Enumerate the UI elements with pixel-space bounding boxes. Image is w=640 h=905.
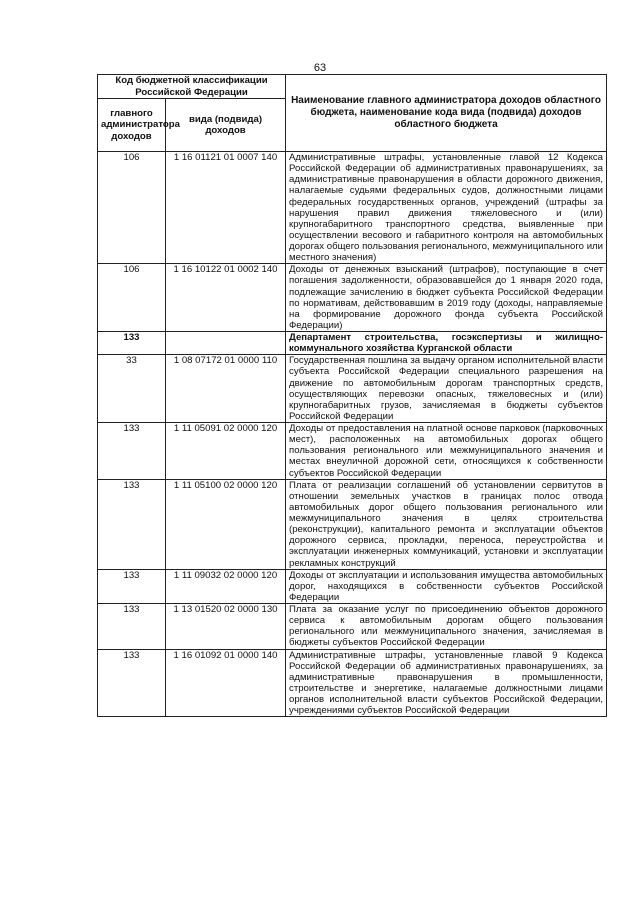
table-row <box>98 604 607 650</box>
kind-code-cell: 1 11 05100 02 0000 120 <box>166 479 286 569</box>
header-name-column: Наименование главного администратора доходов областного бюджета, наименование кода вида (подвида) доходов областного бюджета <box>286 75 607 152</box>
table-row <box>98 479 607 569</box>
table-body <box>98 152 607 717</box>
kind-code-cell: 1 11 09032 02 0000 120 <box>166 569 286 603</box>
description-cell: Департамент строительства, госэкспертизы и жилищно-коммунального хозяйства Курганской области <box>286 332 607 355</box>
table-row <box>98 152 607 264</box>
kind-code-cell: 1 16 10122 01 0002 140 <box>166 264 286 332</box>
kind-code-cell <box>166 332 286 355</box>
admin-code-cell: 133 <box>98 604 166 650</box>
table-row <box>98 649 607 717</box>
table-row <box>98 355 607 423</box>
admin-code-cell: 106 <box>98 264 166 332</box>
budget-classification-table <box>97 74 607 717</box>
admin-code-cell: 133 <box>98 423 166 480</box>
department-row <box>98 332 607 355</box>
header-budget-classification: Код бюджетной классификации Российской Федерации <box>98 75 286 99</box>
page-number: 63 <box>313 62 327 74</box>
description-cell: Государственная пошлина за выдачу органом исполнительной власти субъекта Российской Федерации специального разрешения на движение по автомобильным дорогам транспортных средств, осуществляющих перевозки опасных, тяжеловесных и (или) крупногабаритных грузов, зачисляемая в бюджеты субъектов Российской Федерации <box>286 355 607 423</box>
admin-code-cell: 133 <box>98 569 166 603</box>
table-row <box>98 264 607 332</box>
table-row <box>98 423 607 480</box>
description-cell: Доходы от предоставления на платной основе парковок (парковочных мест), расположенных на автомобильных дорогах общего пользования регионального или межмуниципального значения и местах внеуличной дорожной сети, относящихся к собственности субъектов Российской Федерации <box>286 423 607 480</box>
description-cell: Доходы от эксплуатации и использования имущества автомобильных дорог, находящихся в собственности субъектов Российской Федерации <box>286 569 607 603</box>
admin-code-cell: 33 <box>98 355 166 423</box>
kind-code-cell: 1 16 01092 01 0000 140 <box>166 649 286 717</box>
kind-code-cell: 1 13 01520 02 0000 130 <box>166 604 286 650</box>
description-cell: Плата за оказание услуг по присоединению объектов дорожного сервиса к автомобильным дорогам общего пользования регионального или межмуниципального значения, зачисляемая в бюджеты субъектов Российской Федерации <box>286 604 607 650</box>
description-cell: Плата от реализации соглашений об установлении сервитутов в отношении земельных участков в границах полос отвода автомобильных дорог общего пользования регионального или межмуниципального значения в целях строительства (реконструкции), капитального ремонта и эксплуатации объектов дорожного сервиса, прокладки, переноса, переустройства и эксплуатации инженерных коммуникаций, установки и эксплуатации рекламных конструкций <box>286 479 607 569</box>
header-kind-code: вида (подвида) доходов <box>166 99 286 152</box>
admin-code-cell: 133 <box>98 649 166 717</box>
description-cell: Доходы от денежных взысканий (штрафов), поступающие в счет погашения задолженности, образовавшейся до 1 января 2020 года, подлежащие зачислению в бюджет субъекта Российской Федерации по нормативам, действовавшим в 2019 году (доходы, направляемые на формирование дорожного фонда субъекта Российской Федерации) <box>286 264 607 332</box>
admin-code-cell: 133 <box>98 479 166 569</box>
admin-code-cell: 133 <box>98 332 166 355</box>
description-cell: Административные штрафы, установленные главой 9 Кодекса Российской Федерации об административных правонарушениях, за административные правонарушения в промышленности, строительстве и энергетике, налагаемые должностными лицами органов исполнительной власти субъектов Российской Федерации, учреждениями субъектов Российской Федерации <box>286 649 607 717</box>
table-row <box>98 569 607 603</box>
kind-code-cell: 1 08 07172 01 0000 110 <box>166 355 286 423</box>
admin-code-cell: 106 <box>98 152 166 264</box>
header-admin-code: главного администратора доходов <box>98 99 166 152</box>
kind-code-cell: 1 16 01121 01 0007 140 <box>166 152 286 264</box>
description-cell: Административные штрафы, установленные главой 12 Кодекса Российской Федерации об административных правонарушениях, за административные правонарушения в области дорожного движения, налагаемые судьями федеральных судов, должностными лицами федеральных государственных органов, учреждений (штрафы за нарушения правил движения тяжеловесного и (или) крупногабаритного транспортного средства, выявленные при осуществлении весового и габаритного контроля на автомобильных дорогах общего пользования регионального, межмуниципального или местного значения) <box>286 152 607 264</box>
kind-code-cell: 1 11 05091 02 0000 120 <box>166 423 286 480</box>
